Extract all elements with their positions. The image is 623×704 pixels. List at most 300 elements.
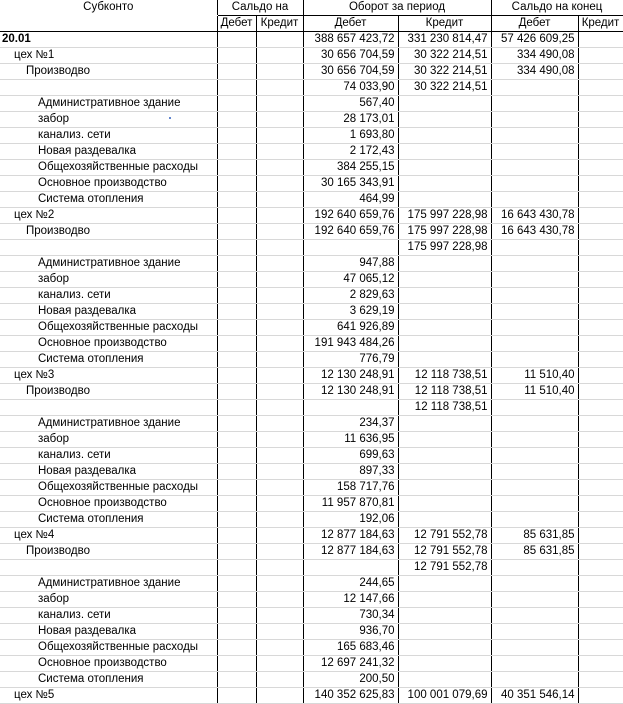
row-saldo-end-debit-cell[interactable] xyxy=(491,512,578,528)
row-turnover-credit-cell[interactable] xyxy=(398,352,491,368)
row-saldo-end-credit-cell[interactable] xyxy=(578,256,623,272)
row-saldo-end-debit-cell[interactable] xyxy=(491,144,578,160)
row-saldo-end-debit-cell[interactable] xyxy=(491,288,578,304)
row-turnover-debit-cell[interactable]: 641 926,89 xyxy=(303,320,398,336)
row-saldo-end-credit-cell[interactable] xyxy=(578,32,623,48)
row-turnover-debit-cell[interactable]: 30 165 343,91 xyxy=(303,176,398,192)
row-saldo-start-credit-cell[interactable] xyxy=(256,256,303,272)
row-saldo-end-credit-cell[interactable] xyxy=(578,48,623,64)
row-turnover-credit-cell[interactable]: 30 322 214,51 xyxy=(398,80,491,96)
row-turnover-credit-cell[interactable] xyxy=(398,640,491,656)
row-saldo-start-credit-cell[interactable] xyxy=(256,480,303,496)
row-saldo-end-credit-cell[interactable] xyxy=(578,432,623,448)
row-saldo-start-credit-cell[interactable] xyxy=(256,224,303,240)
row-saldo-start-debit-cell[interactable] xyxy=(217,32,256,48)
table-row[interactable] xyxy=(0,400,623,416)
row-turnover-debit-cell[interactable]: 165 683,46 xyxy=(303,640,398,656)
row-saldo-end-debit-cell[interactable] xyxy=(491,432,578,448)
row-subkonto-cell[interactable]: Новая раздевалка xyxy=(0,144,217,160)
row-saldo-end-credit-cell[interactable] xyxy=(578,528,623,544)
row-subkonto-cell[interactable]: канализ. сети xyxy=(0,128,217,144)
row-saldo-start-debit-cell[interactable] xyxy=(217,512,256,528)
row-saldo-start-debit-cell[interactable] xyxy=(217,208,256,224)
table-row[interactable] xyxy=(0,560,623,576)
row-turnover-debit-cell[interactable]: 11 957 870,81 xyxy=(303,496,398,512)
row-saldo-start-debit-cell[interactable] xyxy=(217,432,256,448)
row-saldo-end-credit-cell[interactable] xyxy=(578,80,623,96)
row-saldo-start-debit-cell[interactable] xyxy=(217,320,256,336)
row-subkonto-cell[interactable]: 20.01 xyxy=(0,32,217,48)
row-turnover-credit-cell[interactable]: 175 997 228,98 xyxy=(398,240,491,256)
row-subkonto-cell[interactable]: Производво xyxy=(0,224,217,240)
row-subkonto-cell[interactable]: Основное производство xyxy=(0,176,217,192)
row-saldo-start-credit-cell[interactable] xyxy=(256,304,303,320)
row-saldo-end-debit-cell[interactable] xyxy=(491,160,578,176)
row-saldo-start-credit-cell[interactable] xyxy=(256,48,303,64)
row-saldo-end-debit-cell[interactable] xyxy=(491,672,578,688)
row-saldo-end-credit-cell[interactable] xyxy=(578,656,623,672)
row-subkonto-cell[interactable] xyxy=(0,240,217,256)
row-turnover-credit-cell[interactable]: 30 322 214,51 xyxy=(398,64,491,80)
table-row[interactable] xyxy=(0,240,623,256)
table-row[interactable] xyxy=(0,368,623,384)
table-row[interactable] xyxy=(0,160,623,176)
row-turnover-credit-cell[interactable]: 12 791 552,78 xyxy=(398,560,491,576)
row-turnover-debit-cell[interactable]: 191 943 484,26 xyxy=(303,336,398,352)
row-turnover-debit-cell[interactable]: 12 147,66 xyxy=(303,592,398,608)
row-saldo-end-debit-cell[interactable] xyxy=(491,112,578,128)
row-turnover-credit-cell[interactable] xyxy=(398,256,491,272)
row-saldo-start-credit-cell[interactable] xyxy=(256,384,303,400)
row-subkonto-cell[interactable]: Система отопления xyxy=(0,192,217,208)
row-saldo-end-debit-cell[interactable] xyxy=(491,128,578,144)
row-saldo-end-credit-cell[interactable] xyxy=(578,304,623,320)
row-turnover-debit-cell[interactable]: 1 693,80 xyxy=(303,128,398,144)
row-saldo-end-credit-cell[interactable] xyxy=(578,320,623,336)
row-turnover-credit-cell[interactable] xyxy=(398,112,491,128)
row-subkonto-cell[interactable]: Новая раздевалка xyxy=(0,624,217,640)
row-turnover-debit-cell[interactable]: 192,06 xyxy=(303,512,398,528)
row-saldo-start-debit-cell[interactable] xyxy=(217,464,256,480)
row-saldo-start-credit-cell[interactable] xyxy=(256,208,303,224)
row-subkonto-cell[interactable]: Общехозяйственные расходы xyxy=(0,480,217,496)
table-row[interactable] xyxy=(0,384,623,400)
row-saldo-end-credit-cell[interactable] xyxy=(578,672,623,688)
row-saldo-end-debit-cell[interactable] xyxy=(491,480,578,496)
row-saldo-end-debit-cell[interactable]: 16 643 430,78 xyxy=(491,208,578,224)
row-saldo-start-credit-cell[interactable] xyxy=(256,528,303,544)
row-saldo-end-debit-cell[interactable] xyxy=(491,576,578,592)
row-saldo-end-credit-cell[interactable] xyxy=(578,288,623,304)
table-row[interactable] xyxy=(0,528,623,544)
row-saldo-end-credit-cell[interactable] xyxy=(578,480,623,496)
table-row[interactable] xyxy=(0,144,623,160)
row-saldo-start-debit-cell[interactable] xyxy=(217,224,256,240)
row-subkonto-cell[interactable]: забор xyxy=(0,432,217,448)
row-saldo-start-debit-cell[interactable] xyxy=(217,256,256,272)
row-subkonto-cell[interactable]: забор xyxy=(0,592,217,608)
row-turnover-debit-cell[interactable]: 567,40 xyxy=(303,96,398,112)
row-turnover-debit-cell[interactable]: 12 877 184,63 xyxy=(303,544,398,560)
row-turnover-debit-cell[interactable]: 158 717,76 xyxy=(303,480,398,496)
row-saldo-start-debit-cell[interactable] xyxy=(217,336,256,352)
row-subkonto-cell[interactable]: Производво xyxy=(0,384,217,400)
row-turnover-debit-cell[interactable]: 699,63 xyxy=(303,448,398,464)
row-subkonto-cell[interactable]: Основное производство xyxy=(0,336,217,352)
row-saldo-end-credit-cell[interactable] xyxy=(578,576,623,592)
row-turnover-debit-cell[interactable]: 200,50 xyxy=(303,672,398,688)
table-row[interactable] xyxy=(0,256,623,272)
row-turnover-credit-cell[interactable] xyxy=(398,128,491,144)
row-turnover-credit-cell[interactable]: 12 118 738,51 xyxy=(398,400,491,416)
row-saldo-end-debit-cell[interactable] xyxy=(491,192,578,208)
row-turnover-credit-cell[interactable]: 331 230 814,47 xyxy=(398,32,491,48)
row-saldo-start-debit-cell[interactable] xyxy=(217,496,256,512)
row-saldo-end-debit-cell[interactable]: 11 510,40 xyxy=(491,384,578,400)
row-saldo-start-debit-cell[interactable] xyxy=(217,64,256,80)
row-saldo-start-debit-cell[interactable] xyxy=(217,384,256,400)
row-subkonto-cell[interactable] xyxy=(0,400,217,416)
row-saldo-end-credit-cell[interactable] xyxy=(578,240,623,256)
row-saldo-end-credit-cell[interactable] xyxy=(578,624,623,640)
table-row[interactable] xyxy=(0,608,623,624)
row-saldo-end-credit-cell[interactable] xyxy=(578,336,623,352)
row-saldo-end-credit-cell[interactable] xyxy=(578,640,623,656)
table-row[interactable] xyxy=(0,640,623,656)
row-turnover-credit-cell[interactable] xyxy=(398,304,491,320)
row-saldo-end-debit-cell[interactable] xyxy=(491,608,578,624)
row-turnover-credit-cell[interactable] xyxy=(398,272,491,288)
row-saldo-start-credit-cell[interactable] xyxy=(256,640,303,656)
row-saldo-end-debit-cell[interactable]: 334 490,08 xyxy=(491,64,578,80)
row-saldo-end-debit-cell[interactable] xyxy=(491,336,578,352)
row-saldo-start-debit-cell[interactable] xyxy=(217,128,256,144)
table-row[interactable] xyxy=(0,432,623,448)
row-turnover-credit-cell[interactable] xyxy=(398,608,491,624)
table-row[interactable] xyxy=(0,64,623,80)
row-saldo-end-credit-cell[interactable] xyxy=(578,224,623,240)
row-subkonto-cell[interactable]: Административное здание xyxy=(0,416,217,432)
row-saldo-end-debit-cell[interactable]: 85 631,85 xyxy=(491,544,578,560)
row-saldo-end-debit-cell[interactable] xyxy=(491,352,578,368)
table-row[interactable] xyxy=(0,224,623,240)
row-saldo-start-debit-cell[interactable] xyxy=(217,48,256,64)
row-saldo-start-credit-cell[interactable] xyxy=(256,592,303,608)
row-turnover-credit-cell[interactable] xyxy=(398,672,491,688)
table-row[interactable] xyxy=(0,512,623,528)
table-row[interactable] xyxy=(0,96,623,112)
row-saldo-end-debit-cell[interactable] xyxy=(491,304,578,320)
row-turnover-credit-cell[interactable] xyxy=(398,416,491,432)
row-subkonto-cell[interactable]: цех №3 xyxy=(0,368,217,384)
row-saldo-end-credit-cell[interactable] xyxy=(578,448,623,464)
table-row[interactable] xyxy=(0,544,623,560)
row-saldo-end-credit-cell[interactable] xyxy=(578,64,623,80)
row-saldo-end-credit-cell[interactable] xyxy=(578,688,623,704)
row-turnover-debit-cell[interactable]: 388 657 423,72 xyxy=(303,32,398,48)
row-saldo-start-debit-cell[interactable] xyxy=(217,416,256,432)
row-turnover-debit-cell[interactable] xyxy=(303,400,398,416)
row-saldo-start-debit-cell[interactable] xyxy=(217,352,256,368)
row-subkonto-cell[interactable]: Новая раздевалка xyxy=(0,304,217,320)
row-turnover-credit-cell[interactable] xyxy=(398,512,491,528)
row-saldo-end-debit-cell[interactable] xyxy=(491,400,578,416)
row-saldo-start-credit-cell[interactable] xyxy=(256,576,303,592)
row-turnover-debit-cell[interactable]: 12 130 248,91 xyxy=(303,384,398,400)
row-saldo-end-debit-cell[interactable] xyxy=(491,176,578,192)
row-saldo-start-debit-cell[interactable] xyxy=(217,368,256,384)
row-saldo-end-credit-cell[interactable] xyxy=(578,592,623,608)
row-saldo-end-credit-cell[interactable] xyxy=(578,496,623,512)
row-saldo-start-debit-cell[interactable] xyxy=(217,640,256,656)
row-turnover-credit-cell[interactable] xyxy=(398,448,491,464)
row-saldo-start-credit-cell[interactable] xyxy=(256,352,303,368)
table-row[interactable] xyxy=(0,48,623,64)
row-saldo-start-credit-cell[interactable] xyxy=(256,672,303,688)
row-saldo-start-credit-cell[interactable] xyxy=(256,320,303,336)
row-saldo-start-debit-cell[interactable] xyxy=(217,400,256,416)
row-saldo-start-credit-cell[interactable] xyxy=(256,192,303,208)
row-saldo-end-debit-cell[interactable]: 85 631,85 xyxy=(491,528,578,544)
row-turnover-debit-cell[interactable]: 74 033,90 xyxy=(303,80,398,96)
row-saldo-end-credit-cell[interactable] xyxy=(578,384,623,400)
table-row[interactable] xyxy=(0,288,623,304)
row-saldo-start-credit-cell[interactable] xyxy=(256,96,303,112)
row-saldo-start-debit-cell[interactable] xyxy=(217,448,256,464)
row-saldo-end-debit-cell[interactable]: 334 490,08 xyxy=(491,48,578,64)
row-saldo-end-credit-cell[interactable] xyxy=(578,464,623,480)
row-subkonto-cell[interactable]: Административное здание xyxy=(0,256,217,272)
row-turnover-debit-cell[interactable]: 11 636,95 xyxy=(303,432,398,448)
row-saldo-start-credit-cell[interactable] xyxy=(256,80,303,96)
row-turnover-credit-cell[interactable] xyxy=(398,576,491,592)
row-turnover-debit-cell[interactable]: 30 656 704,59 xyxy=(303,64,398,80)
table-row[interactable] xyxy=(0,128,623,144)
table-row[interactable] xyxy=(0,672,623,688)
row-saldo-start-debit-cell[interactable] xyxy=(217,672,256,688)
row-turnover-credit-cell[interactable]: 12 791 552,78 xyxy=(398,528,491,544)
row-saldo-end-credit-cell[interactable] xyxy=(578,176,623,192)
row-saldo-start-debit-cell[interactable] xyxy=(217,592,256,608)
row-subkonto-cell[interactable]: Новая раздевалка xyxy=(0,464,217,480)
table-row[interactable] xyxy=(0,272,623,288)
table-row[interactable] xyxy=(0,304,623,320)
table-row[interactable] xyxy=(0,208,623,224)
row-subkonto-cell[interactable]: Основное производство xyxy=(0,656,217,672)
row-saldo-start-debit-cell[interactable] xyxy=(217,544,256,560)
row-saldo-start-debit-cell[interactable] xyxy=(217,80,256,96)
row-turnover-debit-cell[interactable]: 140 352 625,83 xyxy=(303,688,398,704)
row-saldo-start-debit-cell[interactable] xyxy=(217,160,256,176)
row-saldo-end-credit-cell[interactable] xyxy=(578,160,623,176)
row-subkonto-cell[interactable]: Производво xyxy=(0,64,217,80)
row-turnover-credit-cell[interactable] xyxy=(398,160,491,176)
row-turnover-debit-cell[interactable]: 897,33 xyxy=(303,464,398,480)
row-turnover-credit-cell[interactable] xyxy=(398,464,491,480)
row-saldo-start-debit-cell[interactable] xyxy=(217,304,256,320)
row-saldo-end-credit-cell[interactable] xyxy=(578,208,623,224)
row-subkonto-cell[interactable]: Производво xyxy=(0,544,217,560)
row-subkonto-cell[interactable]: цех №1 xyxy=(0,48,217,64)
table-row[interactable] xyxy=(0,320,623,336)
row-turnover-credit-cell[interactable]: 12 118 738,51 xyxy=(398,368,491,384)
row-saldo-start-debit-cell[interactable] xyxy=(217,480,256,496)
row-turnover-credit-cell[interactable] xyxy=(398,480,491,496)
row-saldo-start-credit-cell[interactable] xyxy=(256,176,303,192)
table-row[interactable] xyxy=(0,448,623,464)
row-saldo-end-credit-cell[interactable] xyxy=(578,560,623,576)
row-saldo-start-credit-cell[interactable] xyxy=(256,400,303,416)
row-saldo-start-debit-cell[interactable] xyxy=(217,288,256,304)
row-turnover-debit-cell[interactable]: 12 130 248,91 xyxy=(303,368,398,384)
row-turnover-debit-cell[interactable]: 776,79 xyxy=(303,352,398,368)
row-turnover-credit-cell[interactable] xyxy=(398,288,491,304)
table-row[interactable] xyxy=(0,80,623,96)
table-row[interactable] xyxy=(0,192,623,208)
row-saldo-start-debit-cell[interactable] xyxy=(217,240,256,256)
row-saldo-end-debit-cell[interactable] xyxy=(491,640,578,656)
row-saldo-start-credit-cell[interactable] xyxy=(256,448,303,464)
row-subkonto-cell[interactable] xyxy=(0,80,217,96)
row-saldo-end-credit-cell[interactable] xyxy=(578,368,623,384)
row-turnover-credit-cell[interactable]: 12 791 552,78 xyxy=(398,544,491,560)
row-saldo-end-credit-cell[interactable] xyxy=(578,352,623,368)
row-saldo-start-debit-cell[interactable] xyxy=(217,624,256,640)
row-subkonto-cell[interactable]: канализ. сети xyxy=(0,448,217,464)
row-saldo-end-debit-cell[interactable] xyxy=(491,624,578,640)
table-row[interactable] xyxy=(0,352,623,368)
row-turnover-debit-cell[interactable]: 192 640 659,76 xyxy=(303,224,398,240)
row-turnover-debit-cell[interactable]: 2 829,63 xyxy=(303,288,398,304)
row-turnover-credit-cell[interactable]: 175 997 228,98 xyxy=(398,224,491,240)
row-saldo-end-credit-cell[interactable] xyxy=(578,112,623,128)
row-turnover-credit-cell[interactable] xyxy=(398,144,491,160)
row-subkonto-cell[interactable]: забор xyxy=(0,272,217,288)
row-turnover-debit-cell[interactable]: 47 065,12 xyxy=(303,272,398,288)
row-turnover-debit-cell[interactable]: 384 255,15 xyxy=(303,160,398,176)
row-turnover-debit-cell[interactable] xyxy=(303,240,398,256)
row-saldo-end-credit-cell[interactable] xyxy=(578,512,623,528)
row-saldo-start-debit-cell[interactable] xyxy=(217,192,256,208)
row-turnover-credit-cell[interactable] xyxy=(398,336,491,352)
row-turnover-credit-cell[interactable] xyxy=(398,432,491,448)
row-saldo-end-credit-cell[interactable] xyxy=(578,144,623,160)
table-row[interactable] xyxy=(0,176,623,192)
row-turnover-credit-cell[interactable] xyxy=(398,176,491,192)
row-saldo-start-credit-cell[interactable] xyxy=(256,656,303,672)
row-saldo-start-credit-cell[interactable] xyxy=(256,416,303,432)
row-saldo-start-credit-cell[interactable] xyxy=(256,688,303,704)
row-turnover-credit-cell[interactable] xyxy=(398,624,491,640)
row-turnover-credit-cell[interactable] xyxy=(398,656,491,672)
row-subkonto-cell[interactable]: Система отопления xyxy=(0,672,217,688)
row-saldo-start-credit-cell[interactable] xyxy=(256,112,303,128)
row-turnover-credit-cell[interactable] xyxy=(398,96,491,112)
row-saldo-start-debit-cell[interactable] xyxy=(217,560,256,576)
row-saldo-end-debit-cell[interactable] xyxy=(491,96,578,112)
row-subkonto-cell[interactable]: цех №4 xyxy=(0,528,217,544)
row-subkonto-cell[interactable]: канализ. сети xyxy=(0,288,217,304)
row-turnover-debit-cell[interactable]: 192 640 659,76 xyxy=(303,208,398,224)
row-saldo-start-debit-cell[interactable] xyxy=(217,272,256,288)
row-saldo-start-credit-cell[interactable] xyxy=(256,544,303,560)
row-saldo-start-credit-cell[interactable] xyxy=(256,32,303,48)
row-saldo-end-debit-cell[interactable] xyxy=(491,592,578,608)
row-turnover-credit-cell[interactable]: 30 322 214,51 xyxy=(398,48,491,64)
row-saldo-start-credit-cell[interactable] xyxy=(256,288,303,304)
row-saldo-start-debit-cell[interactable] xyxy=(217,144,256,160)
row-saldo-end-debit-cell[interactable] xyxy=(491,656,578,672)
row-saldo-end-debit-cell[interactable] xyxy=(491,256,578,272)
row-saldo-end-debit-cell[interactable]: 16 643 430,78 xyxy=(491,224,578,240)
row-turnover-debit-cell[interactable]: 12 697 241,32 xyxy=(303,656,398,672)
row-saldo-start-debit-cell[interactable] xyxy=(217,576,256,592)
row-subkonto-cell[interactable]: Общехозяйственные расходы xyxy=(0,160,217,176)
row-saldo-start-debit-cell[interactable] xyxy=(217,96,256,112)
row-saldo-end-debit-cell[interactable]: 11 510,40 xyxy=(491,368,578,384)
row-saldo-end-debit-cell[interactable] xyxy=(491,272,578,288)
table-row[interactable] xyxy=(0,576,623,592)
row-saldo-end-debit-cell[interactable] xyxy=(491,80,578,96)
row-subkonto-cell[interactable]: Административное здание xyxy=(0,576,217,592)
row-turnover-credit-cell[interactable]: 100 001 079,69 xyxy=(398,688,491,704)
row-turnover-debit-cell[interactable]: 730,34 xyxy=(303,608,398,624)
row-saldo-start-credit-cell[interactable] xyxy=(256,432,303,448)
row-saldo-start-debit-cell[interactable] xyxy=(217,608,256,624)
row-turnover-credit-cell[interactable]: 12 118 738,51 xyxy=(398,384,491,400)
row-saldo-end-credit-cell[interactable] xyxy=(578,192,623,208)
row-subkonto-cell[interactable]: Система отопления xyxy=(0,512,217,528)
row-turnover-credit-cell[interactable] xyxy=(398,320,491,336)
row-saldo-end-credit-cell[interactable] xyxy=(578,544,623,560)
table-row[interactable] xyxy=(0,416,623,432)
row-saldo-start-credit-cell[interactable] xyxy=(256,368,303,384)
row-saldo-start-debit-cell[interactable] xyxy=(217,112,256,128)
row-subkonto-cell[interactable]: цех №5 xyxy=(0,688,217,704)
table-row[interactable] xyxy=(0,688,623,704)
row-saldo-end-debit-cell[interactable] xyxy=(491,240,578,256)
row-saldo-end-credit-cell[interactable] xyxy=(578,608,623,624)
table-row[interactable] xyxy=(0,32,623,48)
row-saldo-start-credit-cell[interactable] xyxy=(256,624,303,640)
row-saldo-start-credit-cell[interactable] xyxy=(256,272,303,288)
row-subkonto-cell[interactable]: Общехозяйственные расходы xyxy=(0,640,217,656)
row-turnover-debit-cell[interactable]: 28 173,01 xyxy=(303,112,398,128)
row-subkonto-cell[interactable]: забор xyxy=(0,112,217,128)
row-saldo-start-credit-cell[interactable] xyxy=(256,336,303,352)
row-saldo-end-debit-cell[interactable] xyxy=(491,560,578,576)
table-row[interactable] xyxy=(0,656,623,672)
row-saldo-end-debit-cell[interactable] xyxy=(491,320,578,336)
row-saldo-start-credit-cell[interactable] xyxy=(256,512,303,528)
row-saldo-start-credit-cell[interactable] xyxy=(256,240,303,256)
table-row[interactable] xyxy=(0,624,623,640)
table-row[interactable] xyxy=(0,480,623,496)
row-saldo-start-credit-cell[interactable] xyxy=(256,64,303,80)
row-subkonto-cell[interactable]: Система отопления xyxy=(0,352,217,368)
row-saldo-end-credit-cell[interactable] xyxy=(578,416,623,432)
row-turnover-debit-cell[interactable]: 947,88 xyxy=(303,256,398,272)
row-saldo-end-credit-cell[interactable] xyxy=(578,400,623,416)
table-row[interactable] xyxy=(0,592,623,608)
row-turnover-debit-cell[interactable]: 12 877 184,63 xyxy=(303,528,398,544)
row-turnover-debit-cell[interactable]: 244,65 xyxy=(303,576,398,592)
row-saldo-end-debit-cell[interactable] xyxy=(491,416,578,432)
row-subkonto-cell[interactable]: Административное здание xyxy=(0,96,217,112)
row-saldo-start-credit-cell[interactable] xyxy=(256,560,303,576)
row-saldo-end-credit-cell[interactable] xyxy=(578,272,623,288)
row-saldo-start-credit-cell[interactable] xyxy=(256,144,303,160)
